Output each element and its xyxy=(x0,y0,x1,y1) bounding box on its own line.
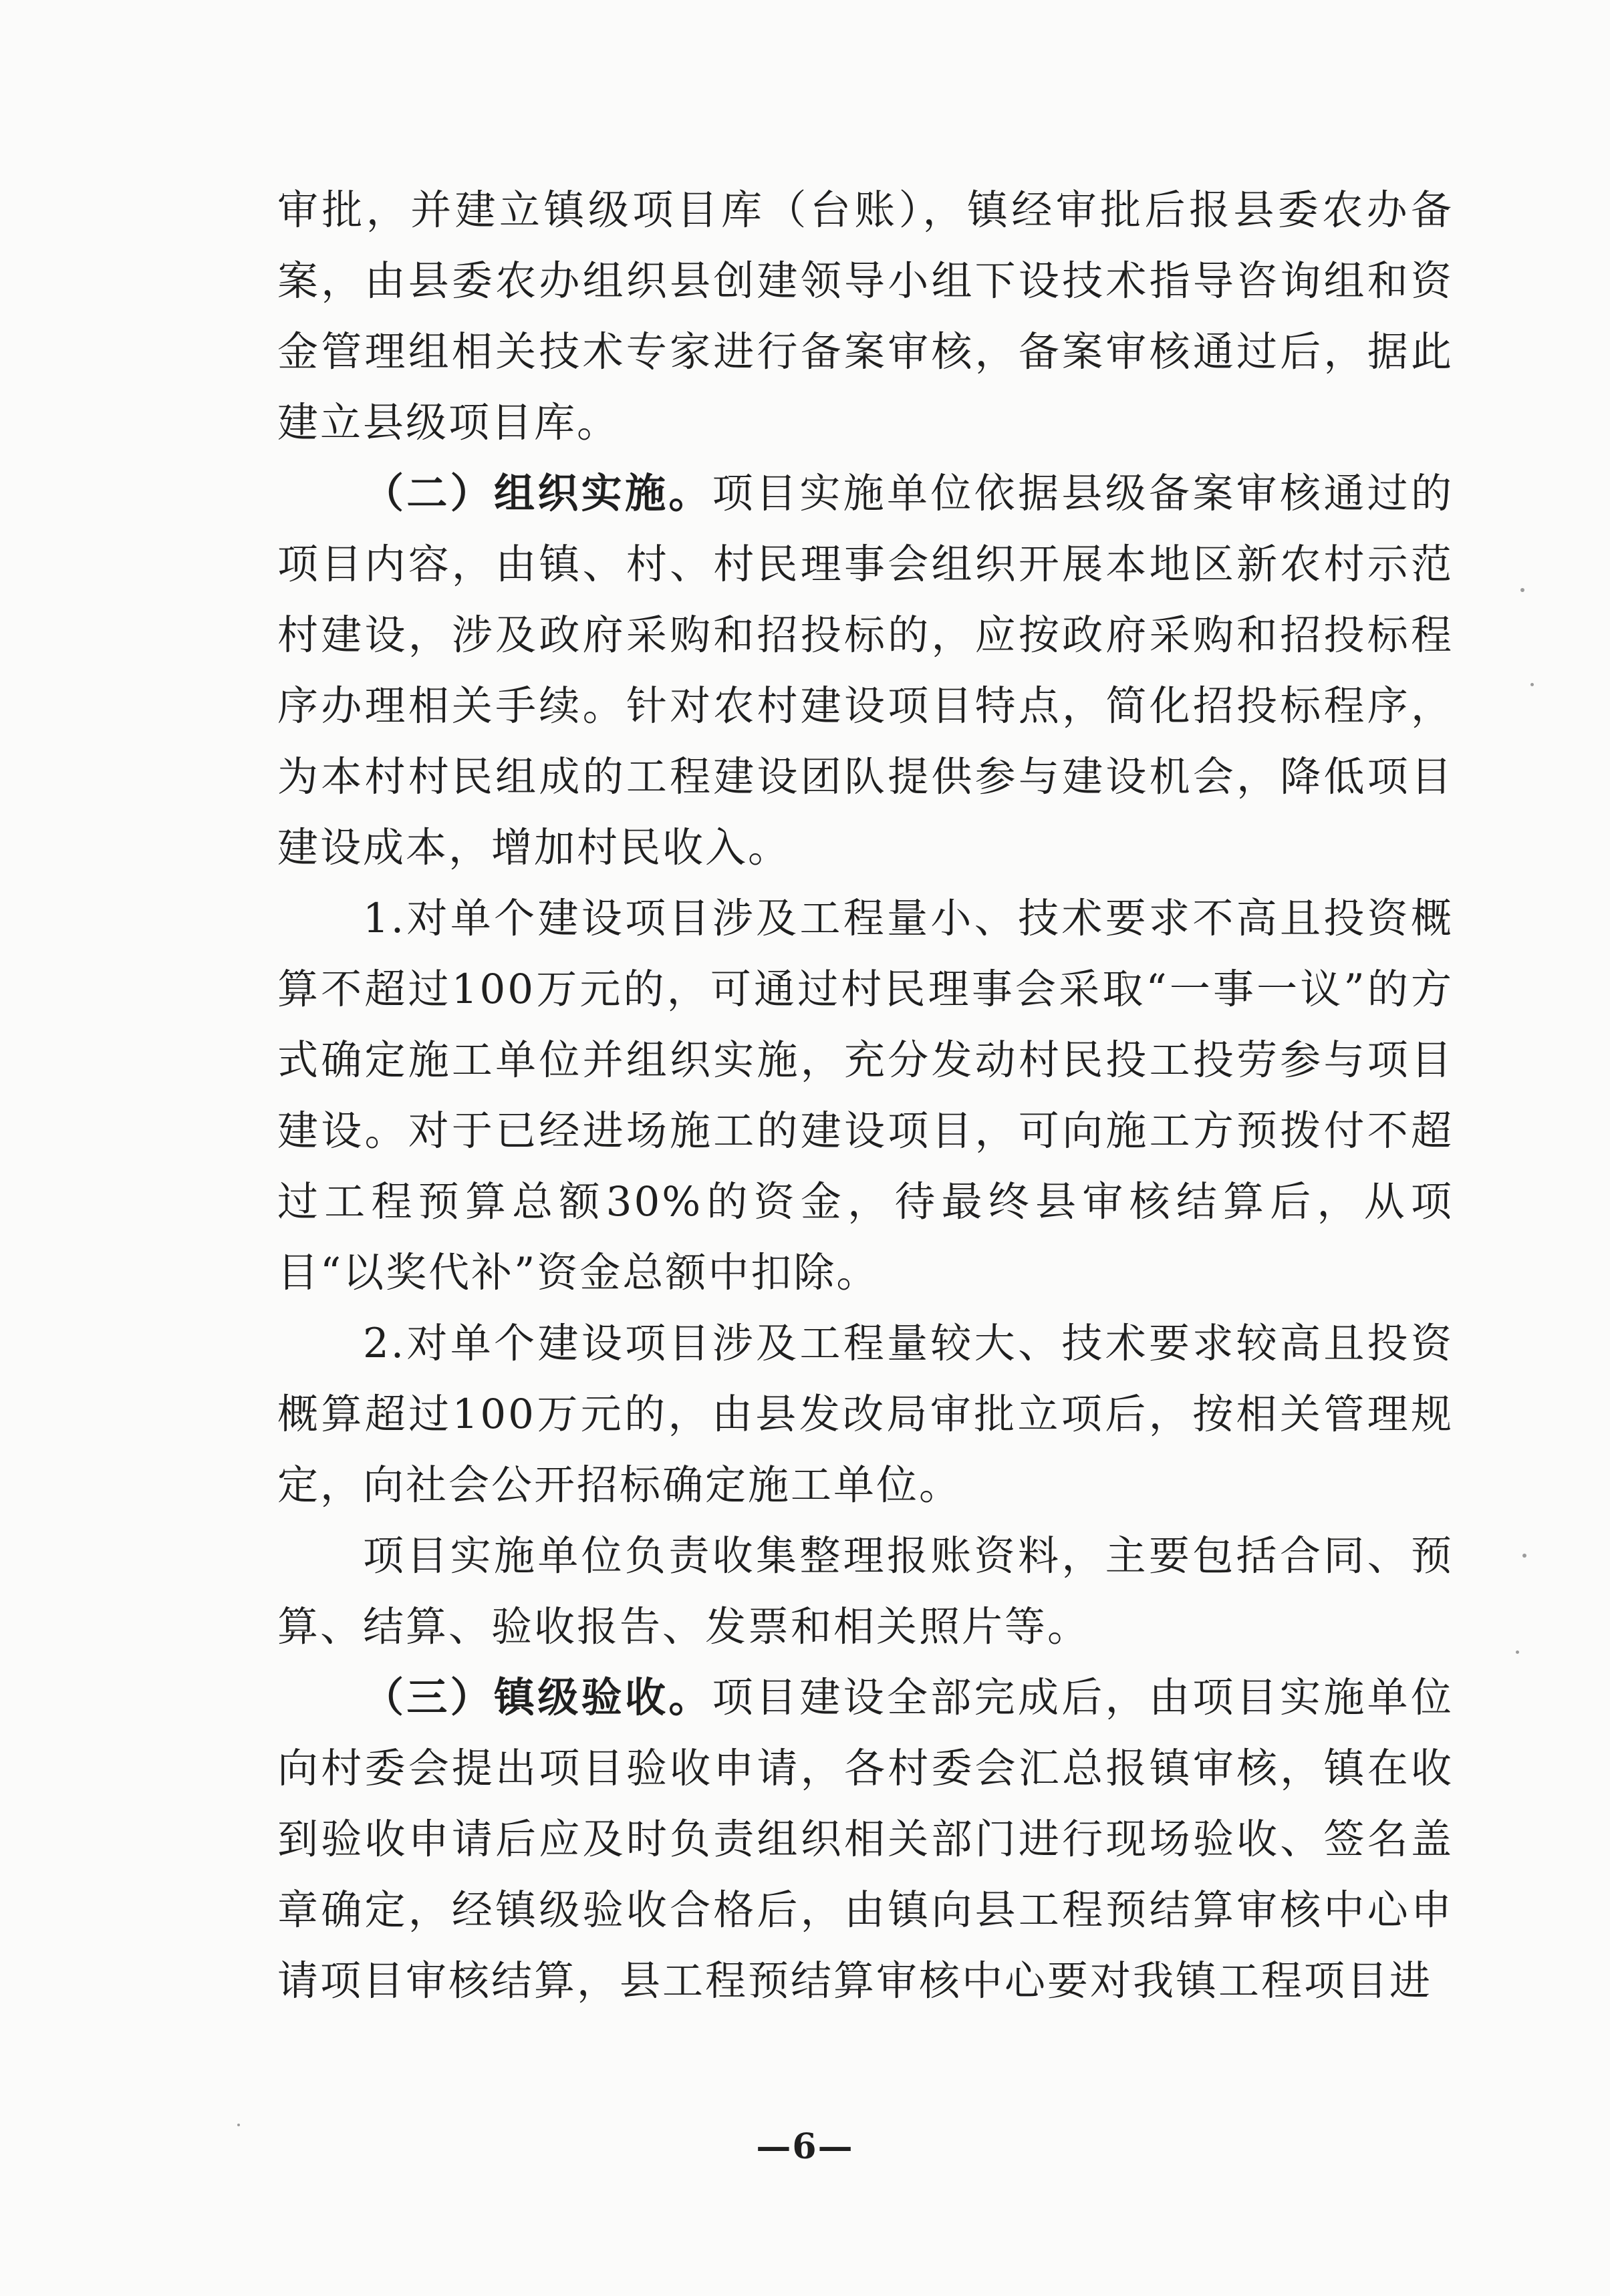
section-heading-organize-implementation: （二）组织实施。 xyxy=(363,470,712,517)
paragraph-organize-implementation xyxy=(277,458,1454,883)
paragraph-town-acceptance xyxy=(277,1663,1454,2017)
paragraph-item-2 xyxy=(277,1308,1454,1521)
section-heading-town-acceptance: （三）镇级验收。 xyxy=(363,1674,712,1721)
paragraph-text: 审批，并建立镇级项目库（台账），镇经审批后报县委农办备案，由县委农办组织县创建领导小组下设技术指导咨询组和资金管理组相关技术专家进行备案审核，备案审核通过后，据此建立县级项目库。 xyxy=(277,186,1454,446)
paragraph-text: 2.对单个建设项目涉及工程量较大、技术要求较高且投资概算超过100万元的，由县发改局审批立项后，按相关管理规定，向社会公开招标确定施工单位。 xyxy=(277,1320,1454,1509)
paragraph-text: 1.对单个建设项目涉及工程量小、技术要求不高且投资概算不超过100万元的，可通过村民理事会采取“一事一议”的方式确定施工单位并组织实施，充分发动村民投工投劳参与项目建设。对于已经进场施工的建设项目，可向施工方预拨付不超过工程预算总额30%的资金，待最终县审核结算后，从项目“以奖代补”资金总额中扣除。 xyxy=(277,895,1454,1296)
paragraph-item-1 xyxy=(277,883,1454,1308)
page-number: —6— xyxy=(756,2126,854,2167)
paragraph-text: 项目实施单位负责收集整理报账资料，主要包括合同、预算、结算、验收报告、发票和相关照片等。 xyxy=(277,1532,1454,1651)
paragraph-reimbursement-materials xyxy=(277,1521,1454,1663)
scan-speck xyxy=(237,2124,240,2126)
scan-speck xyxy=(1522,1554,1526,1558)
scan-speck xyxy=(1516,1651,1519,1654)
scan-speck xyxy=(1520,588,1524,592)
paragraph-text: 项目实施单位依据县级备案审核通过的项目内容，由镇、村、村民理事会组织开展本地区新农村示范村建设，涉及政府采购和招投标的，应按政府采购和招投标程序办理相关手续。针对农村建设项目特点，简化招投标程序，为本村村民组成的工程建设团队提供参与建设机会，降低项目建设成本，增加村民收入。 xyxy=(277,470,1454,871)
scan-speck xyxy=(1530,683,1534,686)
paragraph-text: 项目建设全部完成后，由项目实施单位向村委会提出项目验收申请，各村委会汇总报镇审核，镇在收到验收申请后应及时负责组织相关部门进行现场验收、签名盖章确定，经镇级验收合格后，由镇向县工程预结算审核中心申请项目审核结算，县工程预结算审核中心要对我镇工程项目进 xyxy=(277,1674,1454,2005)
document-body xyxy=(277,175,1454,2017)
paragraph-project-library xyxy=(277,175,1454,458)
